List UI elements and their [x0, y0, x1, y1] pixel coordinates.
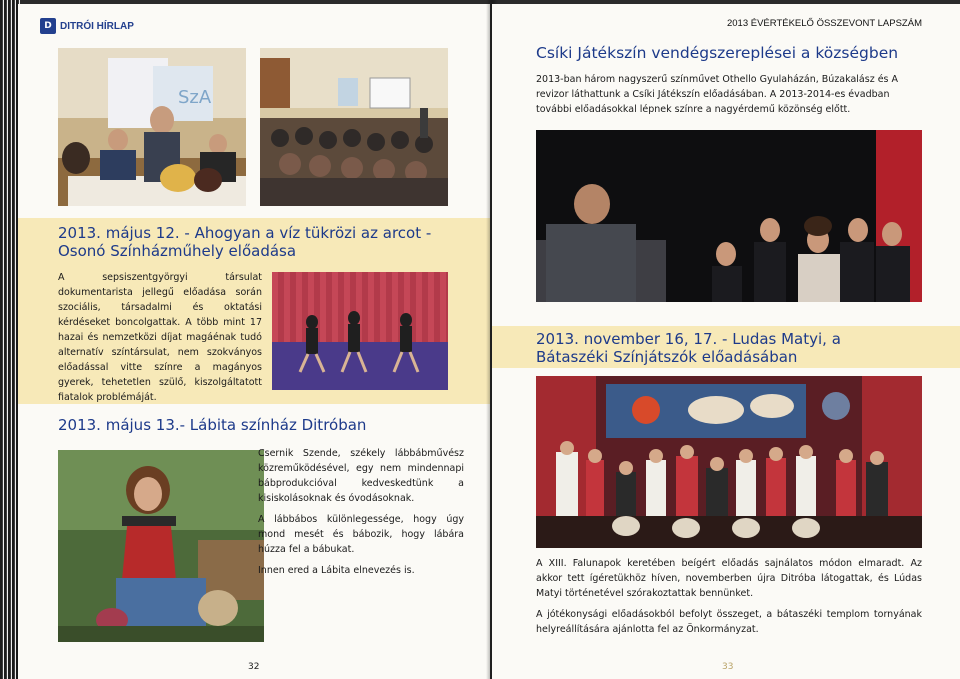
photo-osono-performance	[272, 272, 448, 390]
labita-paragraph-1: Csernik Szende, székely lábbábművész közreműködésével, egy nem mindennapi bábprodukcióval kedveskedtünk a kisiskolásoknak és óvodásoknak.	[258, 448, 464, 504]
page-number-right: 33	[722, 662, 734, 672]
right-page	[492, 4, 960, 679]
left-page	[18, 4, 490, 679]
ludas-paragraph-1: A XIII. Falunapok keretében beígért előadás sajnálatos módon elmaradt. Az akkor tett ígéretükhöz híven, novemberben újra Ditróba látogattak, és Lúdas Matyi történetével szórakoztattak bennünket.	[536, 558, 922, 599]
section-title-ludas-matyi: 2013. november 16, 17. - Ludas Matyi, a Bátaszéki Színjátszók előadásában	[536, 330, 841, 366]
page-number-left: 32	[248, 662, 260, 672]
labita-paragraph-3: Innen ered a Lábita elnevezés is.	[258, 565, 415, 576]
section-title-labita: 2013. május 13.- Lábita színház Ditróban	[58, 416, 367, 434]
logo-text: DITRÓI HÍRLAP	[60, 20, 134, 32]
photo-csiki-stage	[536, 130, 922, 302]
photo-labita-puppeteer	[58, 450, 264, 642]
labita-paragraph-2: A lábbábos különlegessége, hogy úgy mond mesét és bábozik, hogy lábára húzza fel a bábukat.	[258, 514, 464, 555]
section-body-ludas-matyi	[536, 556, 922, 643]
section-title-csiki: Csíki Játékszín vendégszereplései a községben	[536, 44, 899, 62]
section-body-csiki: 2013-ban három nagyszerű színművet Othello Gyulaházán, Búzakalász és A revizor láthattunk a Csíki Játékszín előadásában. A 2013-2014-es évadban további előadásokkal lépnek színre a nagyérdemű közönség előtt.	[536, 74, 899, 115]
svg-text:SzA: SzA	[178, 87, 212, 108]
section-body-osono: A sepsiszentgyörgyi társulat dokumentarista jellegű előadása során szociális, társadalmi és oktatási kérdéseket boncolgattak. A több mint 17 hazai és nemzetközi díjat magáénak tudó alternatív színtársulat, nem szokványos előadással vitte színre a magányos gyerek, tehetetlen szülő, kiszolgáltatott fiatalok problémáját.	[58, 272, 262, 403]
photo-conference-room	[58, 48, 246, 206]
section-body-labita	[258, 446, 464, 584]
ludas-paragraph-2: A jótékonysági előadásokból befolyt összeget, a bátaszéki templom tornyának helyreállítására ajánlotta fel az Önkormányzat.	[536, 609, 922, 635]
photo-ludas-matyi-cast	[536, 376, 922, 548]
publication-logo	[40, 18, 134, 34]
photo-audience-hall	[260, 48, 448, 206]
section-title-osono: 2013. május 12. - Ahogyan a víz tükrözi az arcot - Osonó Színházműhely előadása	[58, 224, 432, 260]
logo-mark-icon: D	[40, 18, 56, 34]
issue-label: 2013 ÉVÉRTÉKELŐ ÖSSZEVONT LAPSZÁM	[726, 18, 922, 29]
page-edge	[0, 0, 20, 679]
